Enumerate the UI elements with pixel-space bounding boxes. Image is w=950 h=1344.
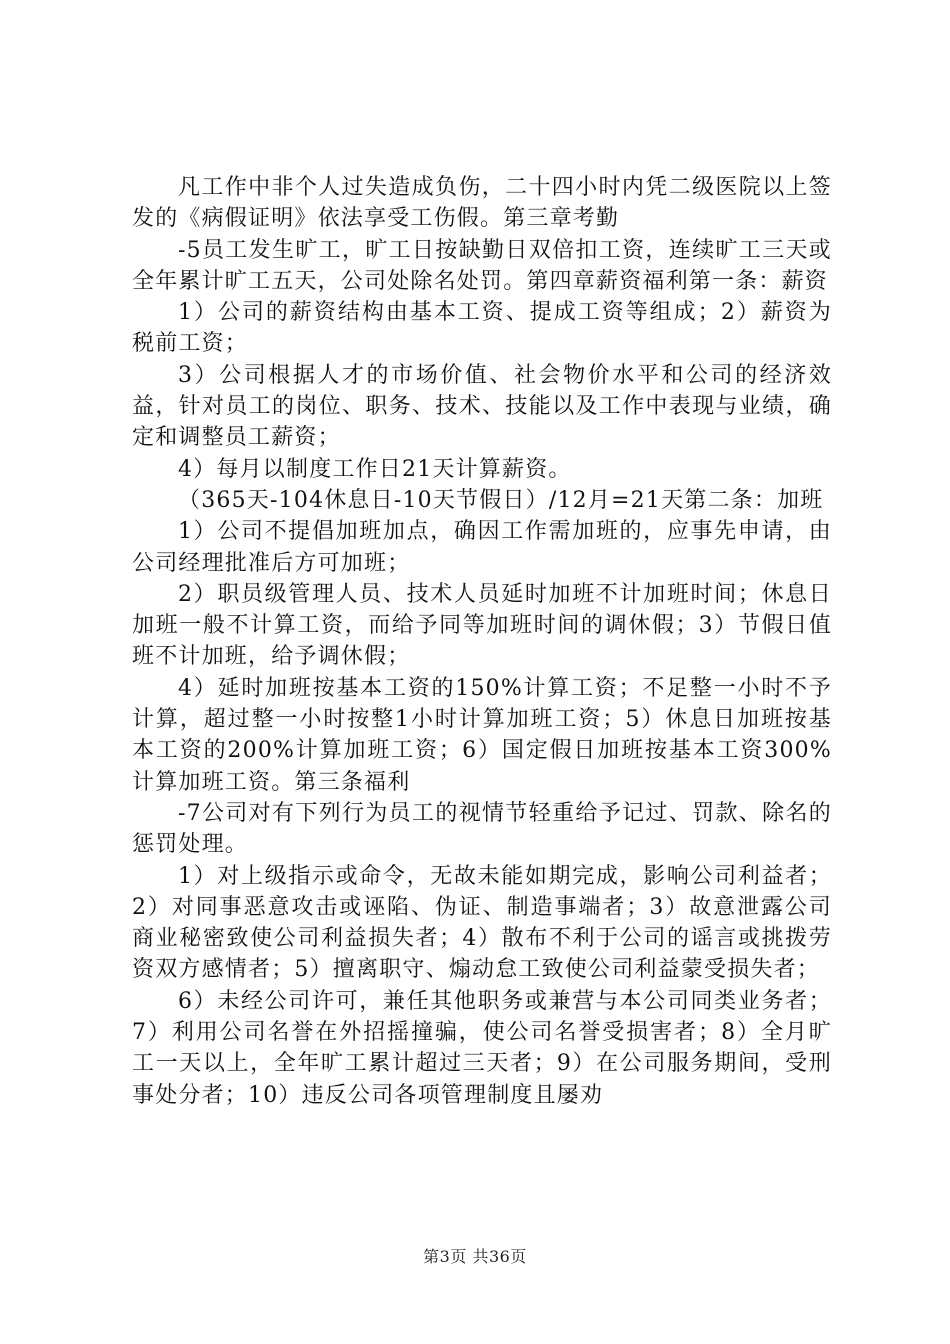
paragraph-4: 3）公司根据人才的市场价值、社会物价水平和公司的经济效益，针对员工的岗位、职务、技术、技能以及工作中表现与业绩，确定和调整员工薪资； bbox=[132, 362, 832, 451]
paragraph-1: 凡工作中非个人过失造成负伤，二十四小时内凭二级医院以上签发的《病假证明》依法享受工伤假。第三章考勤 bbox=[132, 175, 832, 232]
paragraph-2: -5员工发生旷工，旷工日按缺勤日双倍扣工资，连续旷工三天或全年累计旷工五天，公司处除名处罚。第四章薪资福利第一条：薪资 bbox=[132, 237, 832, 294]
paragraph-10: -7公司对有下列行为员工的视情节轻重给予记过、罚款、除名的惩罚处理。 bbox=[132, 800, 832, 858]
page-number-footer: 第3页 共36页 bbox=[423, 1247, 527, 1266]
paragraph-6: （365天-104休息日-10天节假日）/12月=21天第二条：加班 bbox=[178, 487, 824, 513]
paragraph-11: 1）对上级指示或命令，无故未能如期完成，影响公司利益者；2）对同事恶意攻击或诬陷、伪证、制造事端者；3）故意泄露公司商业秘密致使公司利益损失者；4）散布不利于公司的谣言或挑拨劳资双方感情者；5）擅离职守、煽动怠工致使公司利益蒙受损失者； bbox=[132, 863, 832, 983]
document-body bbox=[132, 172, 832, 1111]
paragraph-7: 1）公司不提倡加班加点，确因工作需加班的，应事先申请，由公司经理批准后方可加班； bbox=[132, 519, 832, 576]
paragraph-5: 4）每月以制度工作日21天计算薪资。 bbox=[178, 456, 572, 482]
paragraph-9: 4）延时加班按基本工资的150%计算工资；不足整一小时不予计算，超过整一小时按整1小时计算加班工资；5）休息日加班按基本工资的200%计算加班工资；6）国定假日加班按基本工资300%计算加班工资。第三条福利 bbox=[132, 675, 832, 795]
paragraph-3: 1）公司的薪资结构由基本工资、提成工资等组成；2）薪资为税前工资； bbox=[132, 300, 832, 357]
paragraph-8: 2）职员级管理人员、技术人员延时加班不计加班时间；休息日加班一般不计算工资，而给予同等加班时间的调休假；3）节假日值班不计加班，给予调休假； bbox=[132, 581, 832, 670]
paragraph-12: 6）未经公司许可，兼任其他职务或兼营与本公司同类业务者；7）利用公司名誉在外招摇撞骗，使公司名誉受损害者；8）全月旷工一天以上，全年旷工累计超过三天者；9）在公司服务期间，受刑事处分者；10）违反公司各项管理制度且屡劝 bbox=[132, 988, 832, 1108]
